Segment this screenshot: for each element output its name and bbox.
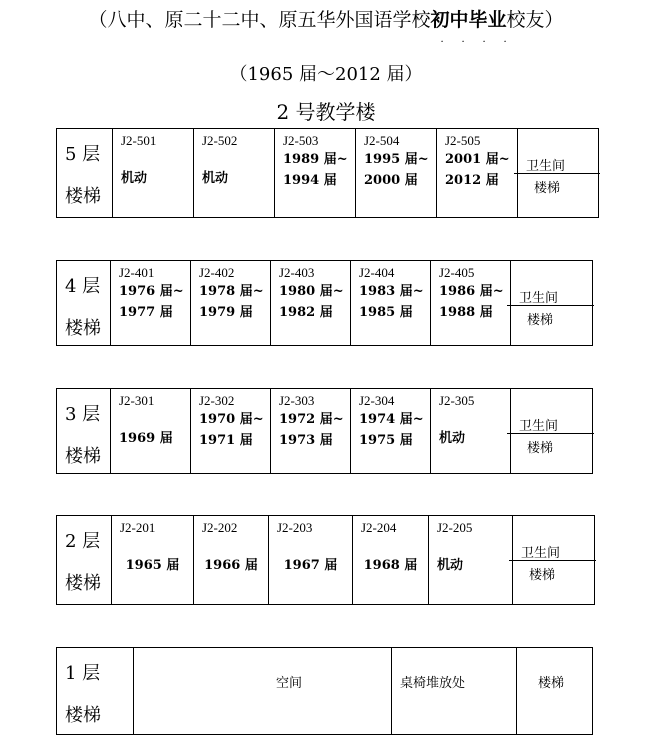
- emphasis-dot: ·: [440, 37, 444, 48]
- building-title: 2 号教学楼: [276, 100, 376, 124]
- room-cell: J2-403 1980 届~ 1982 届: [271, 261, 351, 345]
- floor-label: 1 层 楼梯: [57, 648, 134, 734]
- emphasis-dot: ·: [461, 37, 465, 48]
- restroom-cell: 卫生间 楼梯: [511, 389, 594, 473]
- storage-cell: 桌椅堆放处: [392, 648, 517, 734]
- title-suffix: 校友）: [506, 9, 564, 31]
- emphasis-dot: ·: [503, 37, 507, 48]
- room-cell: J2-303 1972 届~ 1973 届: [271, 389, 351, 473]
- room-cell: J2-405 1986 届~ 1988 届: [431, 261, 511, 345]
- title-line-1: [0, 5, 652, 48]
- room-cell: J2-304 1974 届~ 1975 届: [351, 389, 431, 473]
- space-cell: 空间: [134, 648, 392, 734]
- room-cell: J2-504 1995 届~ 2000 届: [356, 129, 437, 217]
- floor-1-table: [56, 647, 593, 735]
- room-cell: J2-503 1989 届~ 1994 届: [275, 129, 356, 217]
- room-cell: J2-401 1976 届~ 1977 届: [111, 261, 191, 345]
- floor-label: 2 层 楼梯: [57, 516, 112, 604]
- floor-label: 3 层 楼梯: [57, 389, 111, 473]
- title-prefix: （八中、原二十二中、原五华外国语学校: [88, 9, 431, 31]
- floor-3-table: [56, 388, 593, 474]
- restroom-cell: 卫生间 楼梯: [511, 261, 594, 345]
- floor-5-table: [56, 128, 599, 218]
- floor-4-table: [56, 260, 593, 346]
- floor-label: 4 层 楼梯: [57, 261, 111, 345]
- floor-label: 5 层 楼梯: [57, 129, 113, 217]
- room-cell: J2-205 机动: [429, 516, 513, 604]
- emphasis-dot: ·: [482, 37, 486, 48]
- room-cell: J2-204 1968 届: [353, 516, 429, 604]
- title-line-2: （1965 届～2012 届）: [229, 64, 423, 85]
- room-cell: J2-302 1970 届~ 1971 届: [191, 389, 271, 473]
- room-cell: J2-404 1983 届~ 1985 届: [351, 261, 431, 345]
- room-cell: J2-202 1966 届: [194, 516, 269, 604]
- room-cell: J2-402 1978 届~ 1979 届: [191, 261, 271, 345]
- restroom-cell: 卫生间 楼梯: [513, 516, 596, 604]
- room-cell: J2-301 1969 届: [111, 389, 191, 473]
- floor-2-table: [56, 515, 595, 605]
- room-cell: J2-501 机动: [113, 129, 194, 217]
- title-emphasis: 初中毕业: [430, 9, 507, 31]
- room-cell: J2-305 机动: [431, 389, 511, 473]
- restroom-cell: 卫生间 楼梯: [518, 129, 600, 217]
- room-cell: J2-505 2001 届~ 2012 届: [437, 129, 518, 217]
- room-cell: J2-203 1967 届: [269, 516, 353, 604]
- room-cell: J2-201 1965 届: [112, 516, 194, 604]
- room-cell: J2-502 机动: [194, 129, 275, 217]
- stairs-cell: 楼梯: [538, 676, 565, 691]
